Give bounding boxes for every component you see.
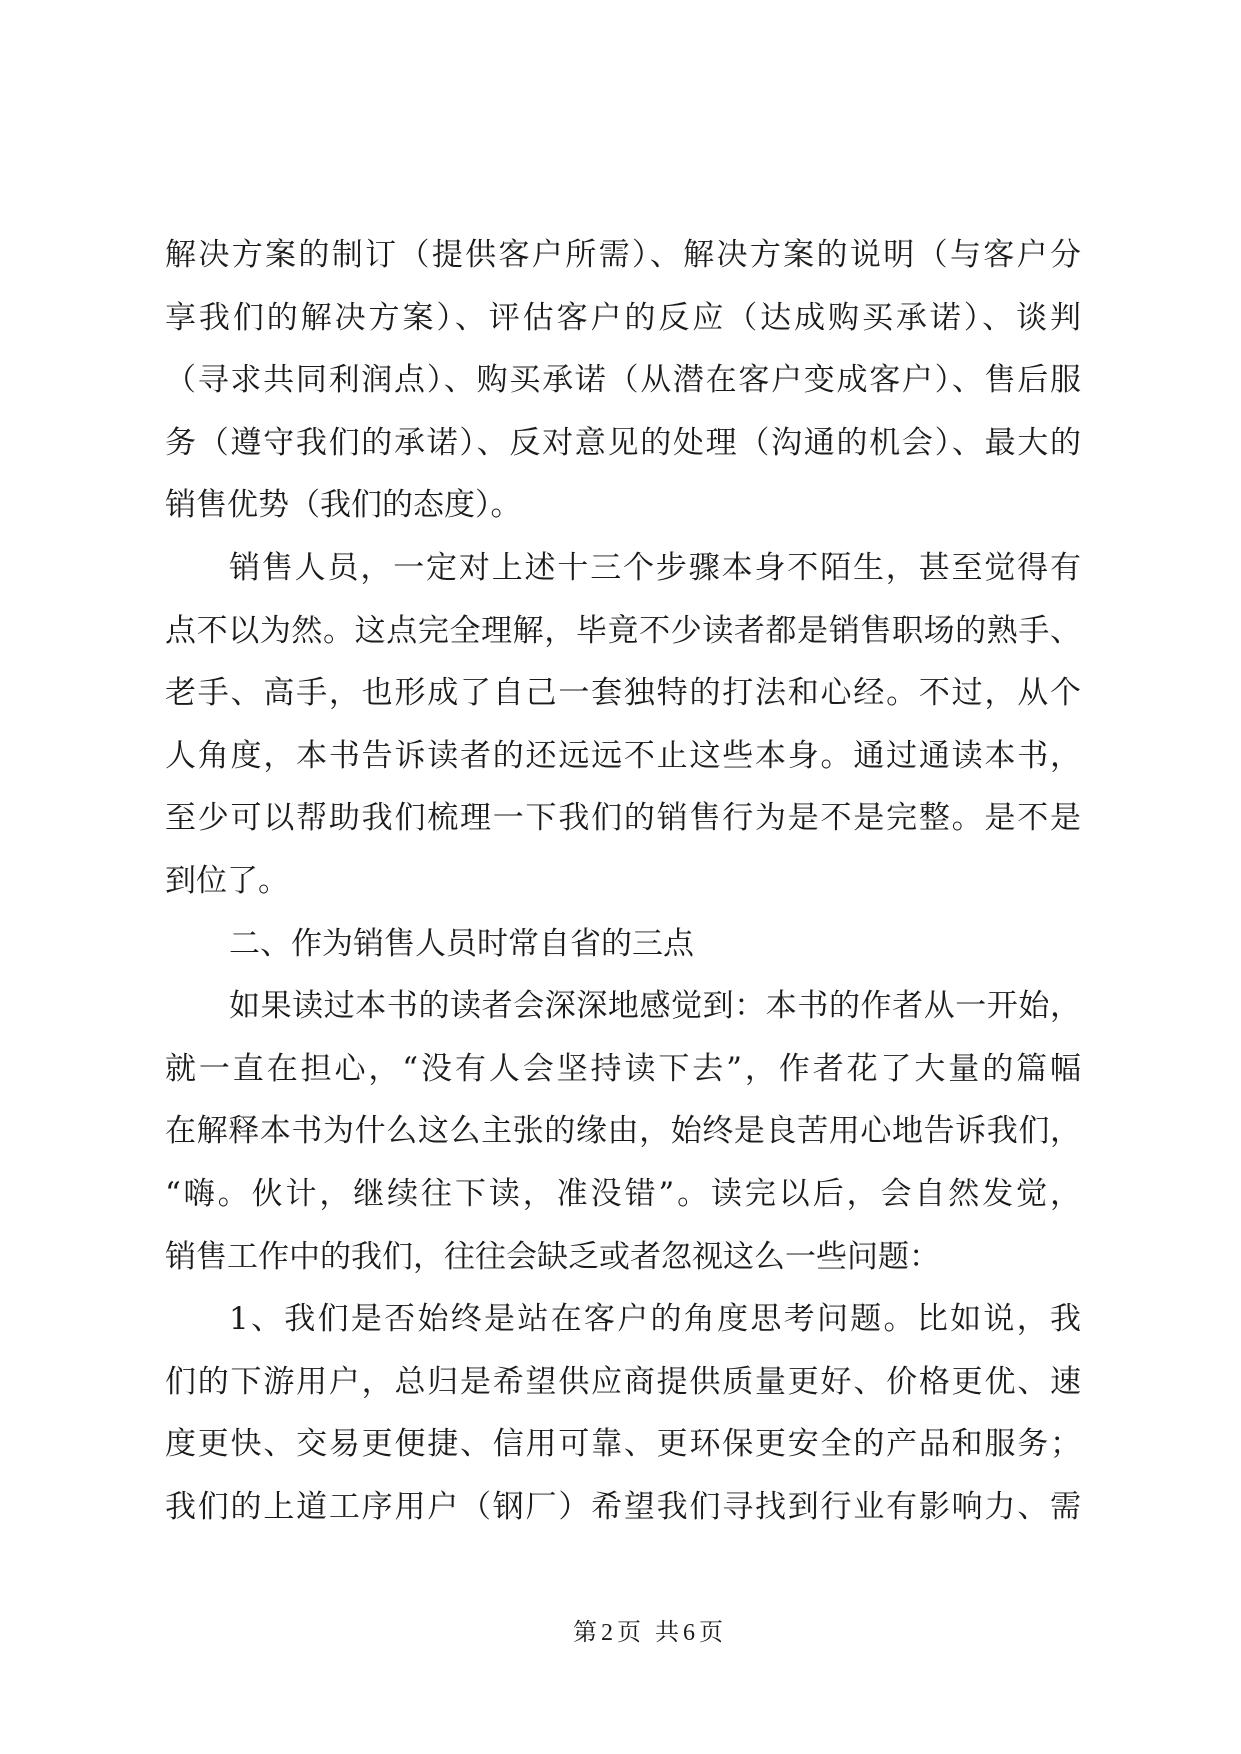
text-line: 就一直在担心，“没有人会坚持读下去”，作者花了大量的篇幅 — [165, 1050, 1081, 1087]
heading-line: 二、作为销售人员时常自省的三点 — [229, 925, 694, 962]
text-line: 1、我们是否始终是站在客户的角度思考问题。比如说，我 — [229, 1301, 1081, 1338]
text-line: “嗨。伙计，继续往下读，准没错”。读完以后，会自然发觉， — [165, 1175, 1081, 1212]
paragraph — [165, 1288, 1081, 1538]
text-line: 在解释本书为什么这么主张的缘由，始终是良苦用心地告诉我们， — [165, 1113, 1081, 1150]
text-line: 们的下游用户，总归是希望供应商提供质量更好、价格更优、速 — [165, 1363, 1081, 1400]
text-line: 人角度，本书告诉读者的还远远不止这些本身。通过通读本书， — [165, 737, 1081, 774]
text-line: 至少可以帮助我们梳理一下我们的销售行为是不是完整。是不是 — [165, 800, 1081, 837]
text-line: 度更快、交易更便捷、信用可靠、更环保更安全的产品和服务； — [165, 1426, 1081, 1463]
section-heading — [165, 913, 1081, 976]
text-line: 销售人员，一定对上述十三个步骤本身不陌生，甚至觉得有 — [229, 549, 1081, 586]
paragraph — [165, 975, 1081, 1288]
text-line: 销售优势（我们的态度）。 — [165, 487, 522, 524]
text-line: 解决方案的制订（提供客户所需）、解决方案的说明（与客户分 — [165, 237, 1081, 273]
text-line: 老手、高手，也形成了自己一套独特的打法和心经。不过，从个 — [165, 675, 1081, 712]
text-line: 如果读过本书的读者会深深地感觉到：本书的作者从一开始， — [229, 988, 1081, 1025]
text-line: 我们的上道工序用户（钢厂）希望我们寻找到行业有影响力、需 — [165, 1488, 1081, 1525]
text-line: 务（遵守我们的承诺）、反对意见的处理（沟通的机会）、最大的 — [165, 424, 1081, 461]
paragraph — [165, 537, 1081, 913]
text-line: 到位了。 — [165, 862, 289, 899]
text-line: 享我们的解决方案）、评估客户的反应（达成购买承诺）、谈判 — [165, 299, 1081, 336]
page-footer — [573, 1617, 727, 1649]
text-line: 点不以为然。这点完全理解，毕竟不少读者都是销售职场的熟手、 — [165, 612, 1081, 649]
text-line: （寻求共同利润点）、购买承诺（从潜在客户变成客户）、售后服 — [165, 362, 1081, 399]
body-text — [165, 224, 1081, 1538]
text-line: 销售工作中的我们，往往会缺乏或者忽视这么一些问题： — [165, 1238, 940, 1275]
paragraph — [165, 224, 1081, 537]
page-number-label: 第2页 共6页 — [573, 1620, 727, 1646]
